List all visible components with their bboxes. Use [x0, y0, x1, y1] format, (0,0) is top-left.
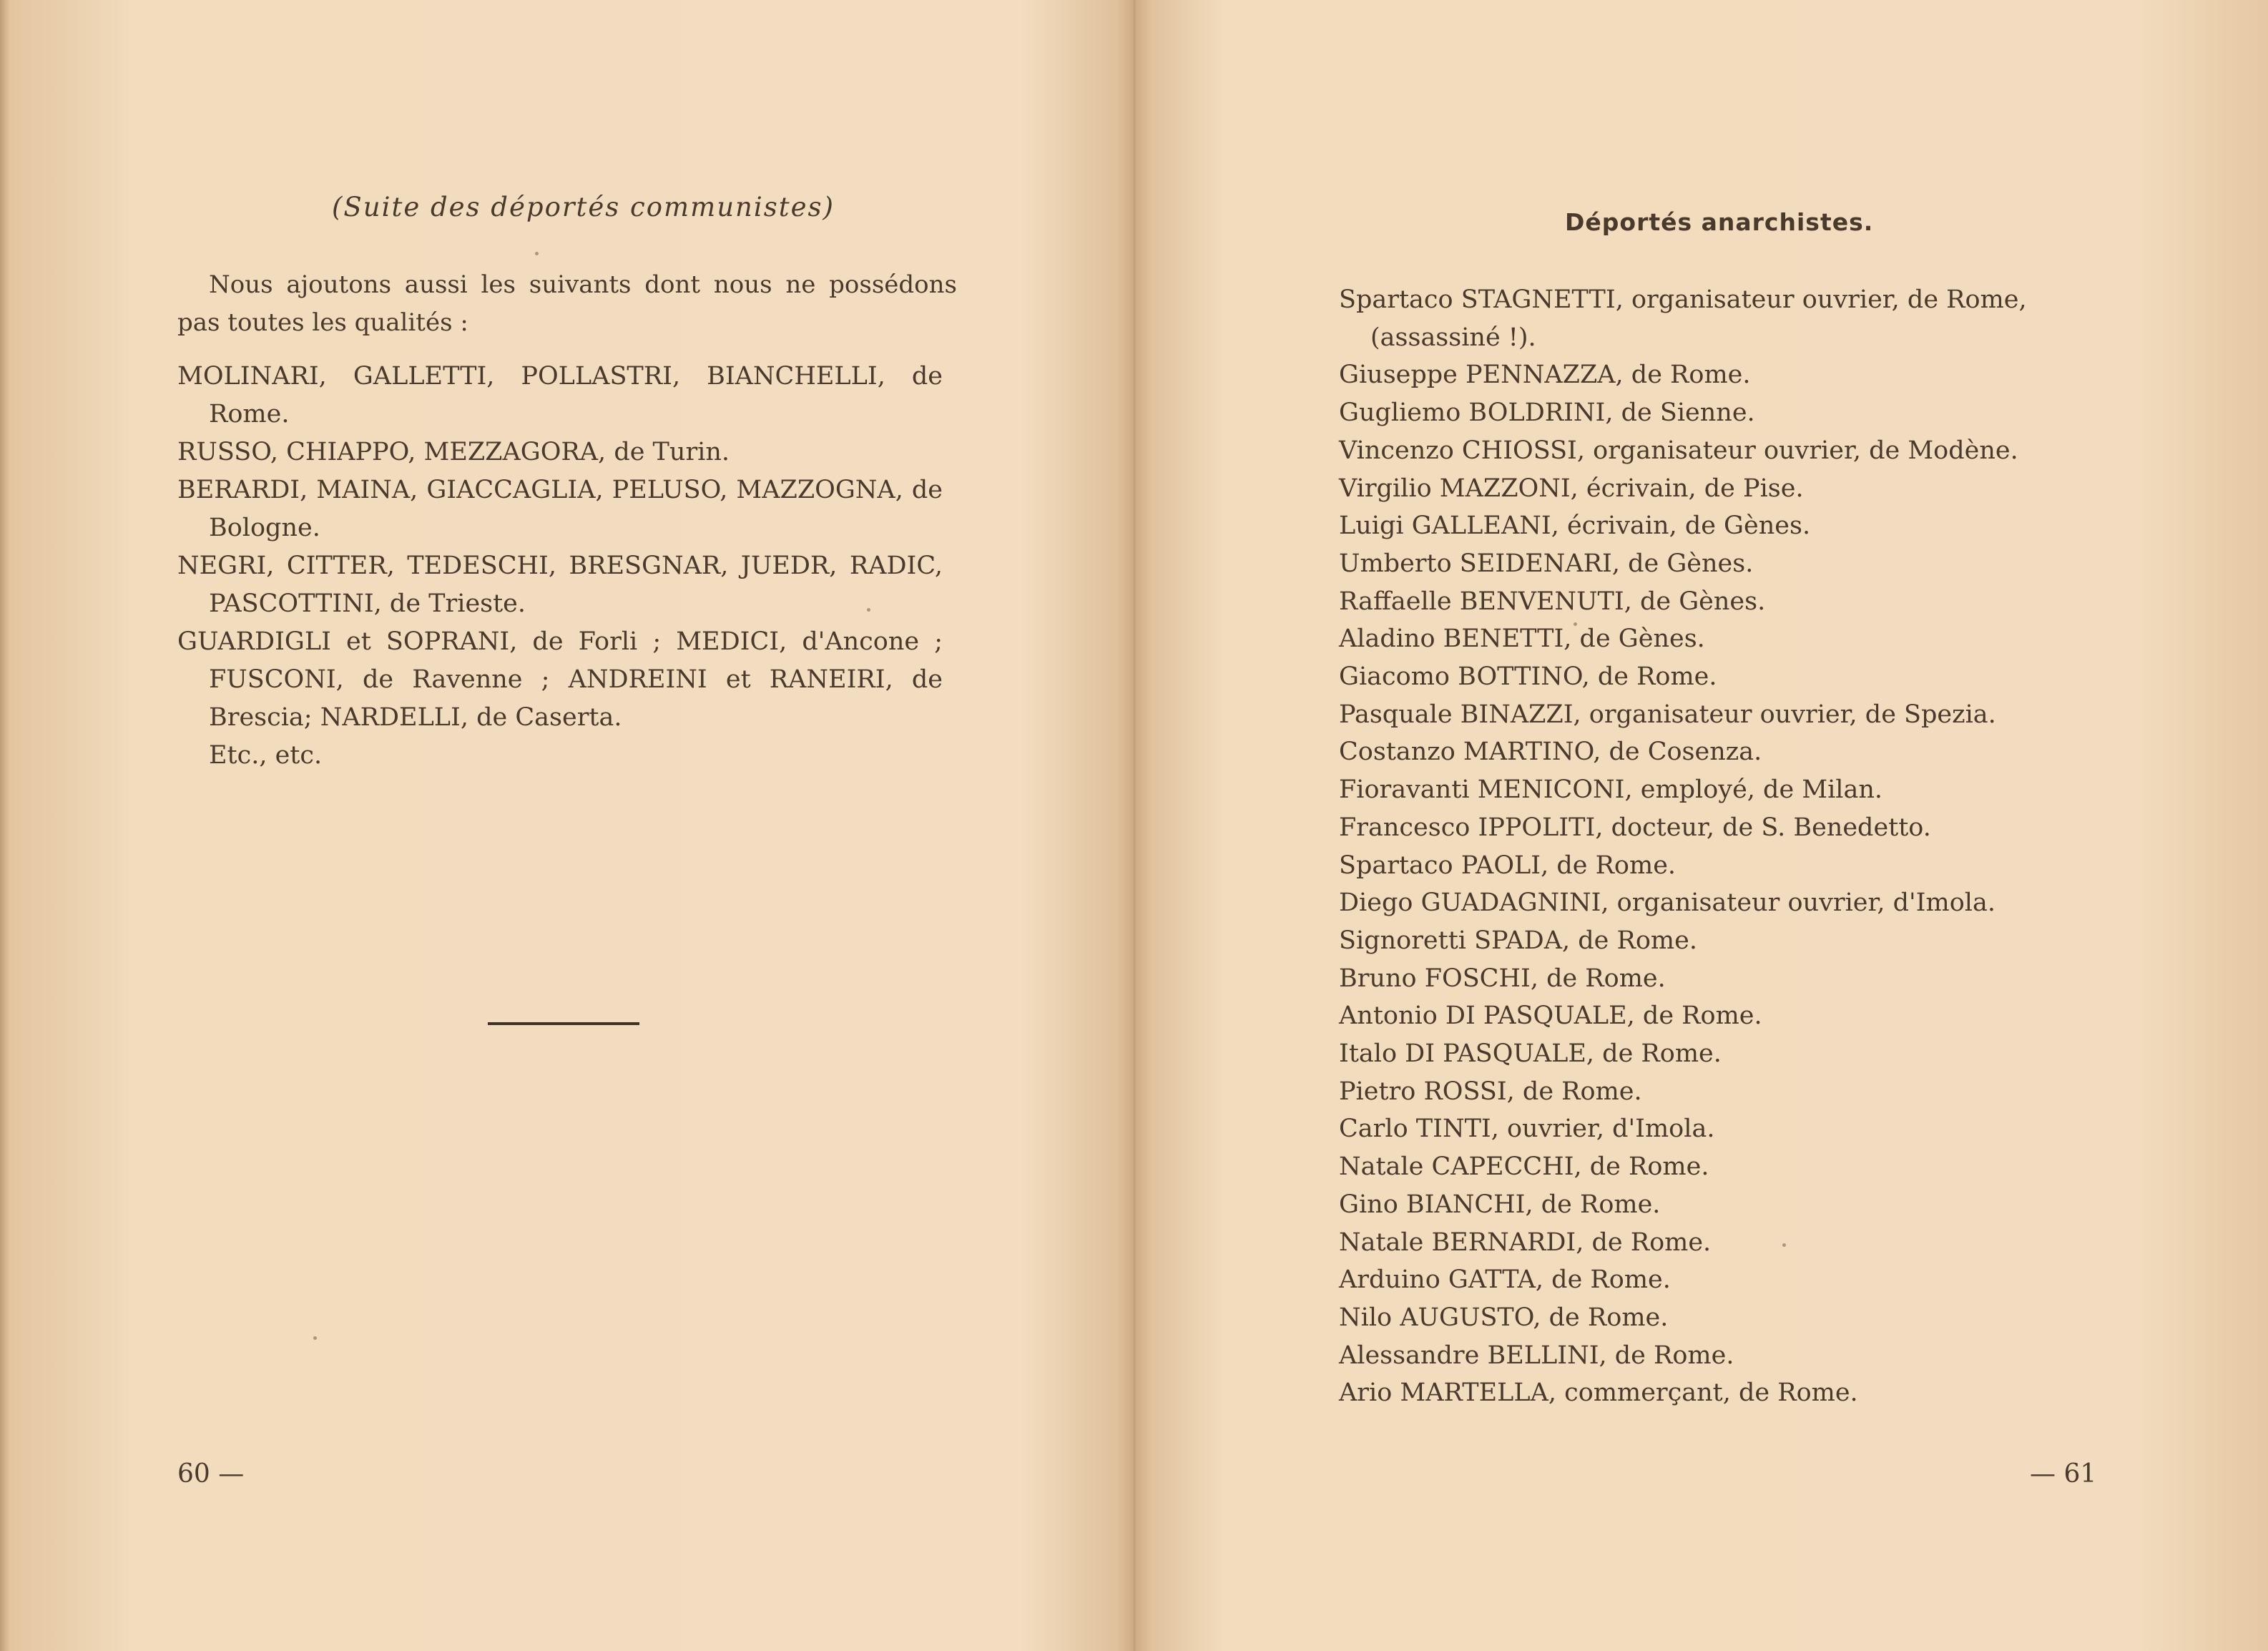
list-item: Pasquale BINAZZI, organisateur ouvrier, de Spezia.: [1339, 700, 1996, 729]
list-item: Gugliemo BOLDRINI, de Sienne.: [1339, 398, 1755, 428]
list-item: NEGRI, CITTER, TEDESCHI, BRESGNAR, JUEDR, RADIC, PASCOTTINI, de Trieste.: [177, 552, 943, 618]
list-item: MOLINARI, GALLETTI, POLLASTRI, BIANCHELLI, de Rome.: [177, 362, 943, 428]
anarchist-deportee-list: [1339, 281, 2119, 1412]
list-item: Signoretti SPADA, de Rome.: [1339, 926, 1697, 955]
paper-speck: [535, 252, 539, 255]
communist-deportee-list: [177, 358, 943, 775]
list-item: Vincenzo CHIOSSI, organisateur ouvrier, de Modène.: [1339, 436, 2018, 465]
list-item: Raffaelle BENVENUTI, de Gènes.: [1339, 587, 1766, 616]
list-item: Carlo TINTI, ouvrier, d'Imola.: [1339, 1114, 1715, 1144]
running-head: (Suite des déportés communistes): [332, 192, 835, 222]
section-title: Déportés anarchistes.: [1565, 208, 1874, 236]
paper-speck: [1782, 1243, 1786, 1247]
list-item: Bruno FOSCHI, de Rome.: [1339, 964, 1666, 993]
list-item: Giuseppe PENNAZZA, de Rome.: [1339, 361, 1751, 390]
list-item: Costanzo MARTINO, de Cosenza.: [1339, 738, 1762, 767]
page-number: 60 —: [177, 1459, 245, 1489]
paper-speck: [313, 1336, 317, 1340]
list-item: BERARDI, MAINA, GIACCAGLIA, PELUSO, MAZZOGNA, de Bologne.: [177, 476, 943, 542]
list-item: Aladino BENETTI, de Gènes.: [1339, 624, 1705, 654]
list-item: Alessandre BELLINI, de Rome.: [1339, 1341, 1734, 1370]
intro-paragraph: Nous ajoutons aussi les suivants dont nous ne possédons pas toutes les qualités :: [177, 270, 957, 337]
list-item: Diego GUADAGNINI, organisateur ouvrier, d'Imola.: [1339, 888, 1995, 918]
list-item: Pietro ROSSI, de Rome.: [1339, 1077, 1642, 1106]
list-item: Natale CAPECCHI, de Rome.: [1339, 1152, 1709, 1182]
page-number: — 61: [2030, 1459, 2097, 1489]
list-item: Francesco IPPOLITI, docteur, de S. Benedetto.: [1339, 813, 1931, 842]
list-item: Giacomo BOTTINO, de Rome.: [1339, 662, 1717, 692]
paper-speck: [1574, 622, 1577, 626]
list-item: Spartaco PAOLI, de Rome.: [1339, 851, 1677, 880]
list-item: Umberto SEIDENARI, de Gènes.: [1339, 549, 1754, 578]
list-item: Arduino GATTA, de Rome.: [1339, 1265, 1671, 1295]
list-item: Gino BIANCHI, de Rome.: [1339, 1190, 1661, 1219]
list-item: Luigi GALLEANI, écrivain, de Gènes.: [1339, 511, 1811, 541]
list-item: Nilo AUGUSTO, de Rome.: [1339, 1303, 1669, 1332]
paper-speck: [867, 608, 870, 612]
list-item: Ario MARTELLA, commerçant, de Rome.: [1339, 1378, 1858, 1408]
list-item: Italo DI PASQUALE, de Rome.: [1339, 1039, 1722, 1069]
list-item: Virgilio MAZZONI, écrivain, de Pise.: [1339, 474, 1804, 503]
list-item: Spartaco STAGNETTI, organisateur ouvrier, de Rome, (assassiné !).: [1339, 285, 2027, 352]
section-divider: [488, 1022, 639, 1025]
list-item: GUARDIGLI et SOPRANI, de Forli ; MEDICI, d'Ancone ; FUSCONI, de Ravenne ; ANDREINI et RANEIRI, de Brescia; NARDELLI, de Caserta.: [177, 627, 943, 732]
etc-line: Etc., etc.: [209, 741, 323, 770]
list-item: Fioravanti MENICONI, employé, de Milan.: [1339, 775, 1883, 805]
list-item: Natale BERNARDI, de Rome.: [1339, 1228, 1712, 1257]
list-item: RUSSO, CHIAPPO, MEZZAGORA, de Turin.: [177, 438, 730, 466]
list-item: Antonio DI PASQUALE, de Rome.: [1339, 1001, 1762, 1031]
